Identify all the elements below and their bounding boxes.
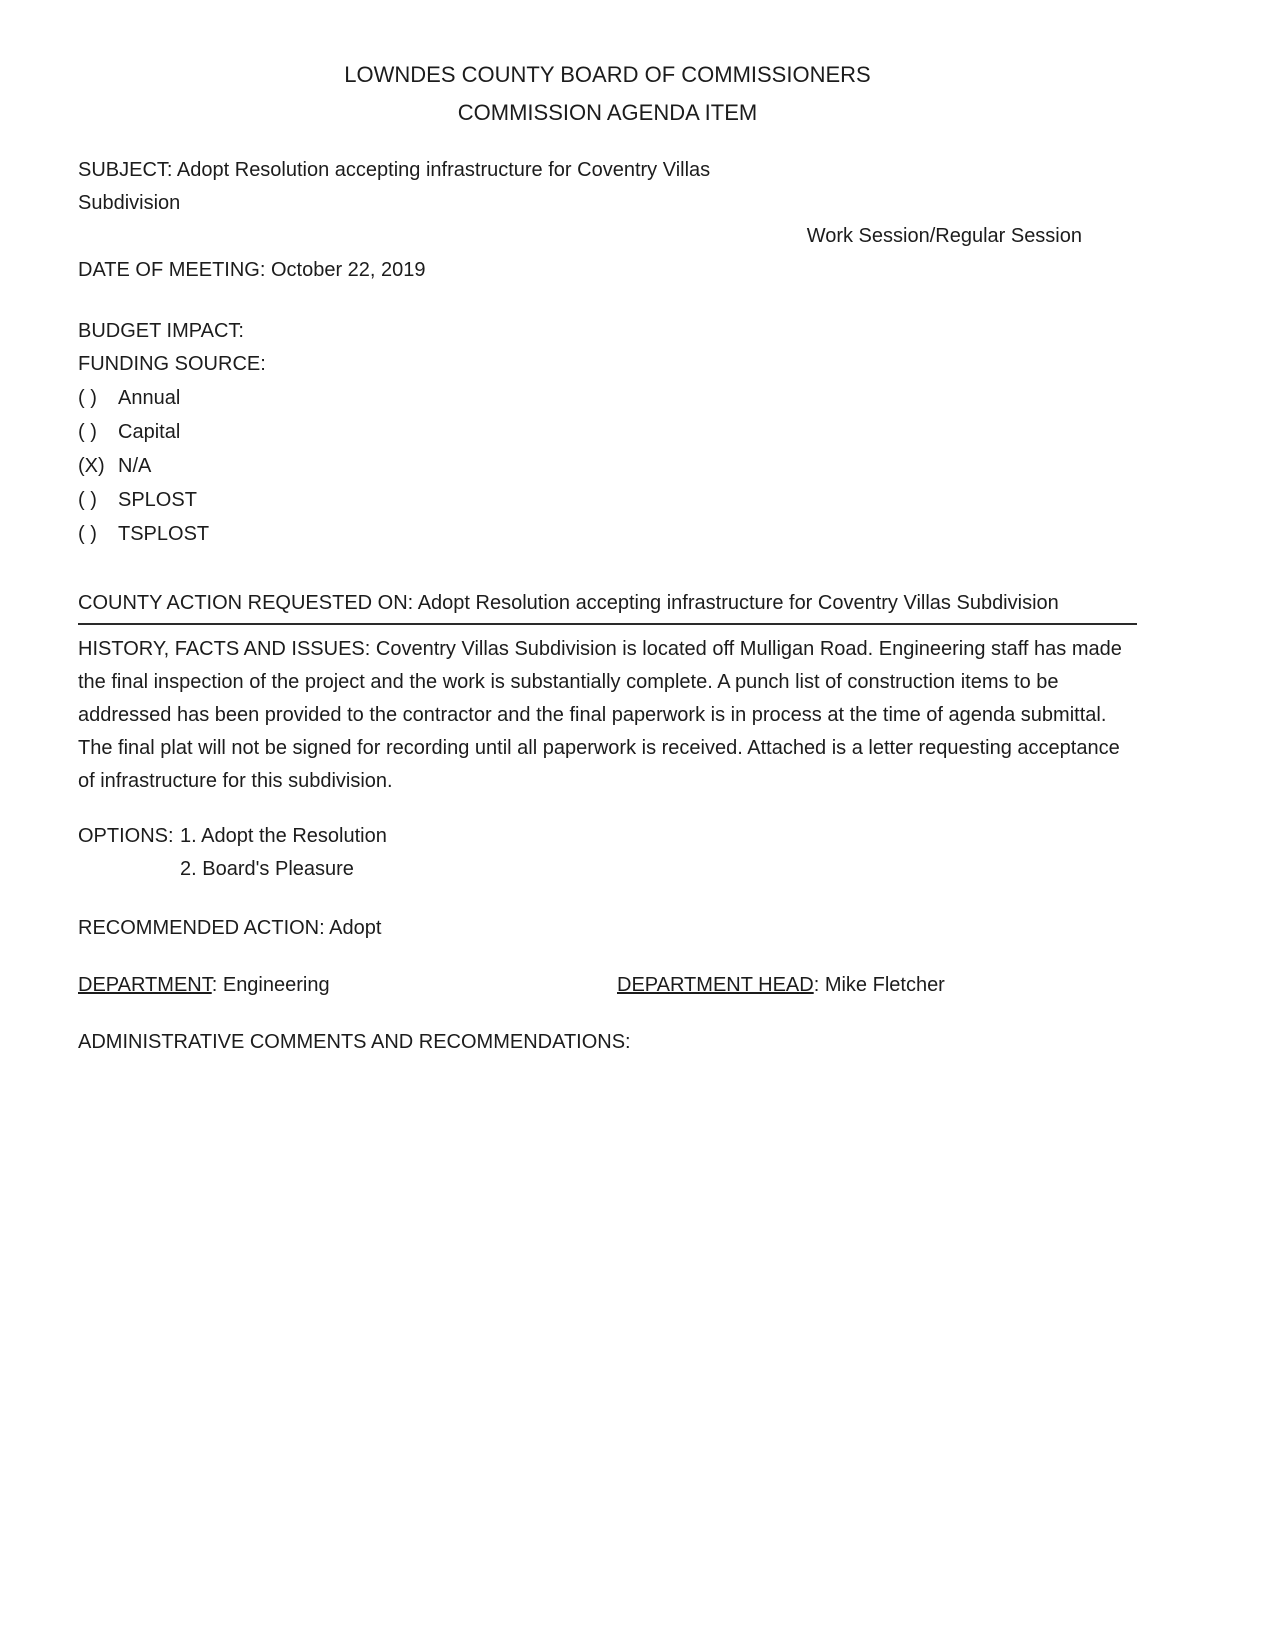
funding-option-label-capital: Capital bbox=[118, 421, 181, 443]
department-value: : Engineering bbox=[211, 974, 330, 996]
options-label: OPTIONS: bbox=[78, 825, 174, 847]
history-label: HISTORY, FACTS AND ISSUES: bbox=[78, 638, 371, 660]
history-text: Coventry Villas Subdivision is located off Mulligan Road. Engineering staff has made the final inspection of the project and the work is substantially complete. A punch list of construction items to be addressed has been provided to the contractor and the final paperwork is in process at the time of agenda submittal. The final plat will not be signed for recording until all paperwork is received. Attached is a letter requesting acceptance of infrastructure for this subdivision. bbox=[78, 638, 1122, 792]
funding-source-list bbox=[78, 381, 1137, 551]
option-1: 1. Adopt the Resolution bbox=[180, 825, 387, 847]
recommended-action-value: Adopt bbox=[329, 917, 382, 939]
department-label: DEPARTMENT bbox=[78, 974, 212, 996]
department-head-line bbox=[617, 969, 945, 1002]
options-list bbox=[180, 820, 387, 886]
title-line-1: LOWNDES COUNTY BOARD OF COMMISSIONERS bbox=[344, 62, 871, 87]
title-line-2: COMMISSION AGENDA ITEM bbox=[457, 100, 758, 125]
recommended-action-label: RECOMMENDED ACTION: bbox=[78, 917, 325, 939]
document-title bbox=[78, 56, 1137, 132]
funding-option-capital bbox=[78, 415, 1137, 449]
checkbox-mark-tsplost: ( ) bbox=[78, 523, 97, 545]
county-action-label: COUNTY ACTION REQUESTED ON: bbox=[78, 592, 414, 614]
funding-option-splost bbox=[78, 483, 1137, 517]
funding-source-label: FUNDING SOURCE: bbox=[78, 353, 266, 375]
checkbox-mark-splost: ( ) bbox=[78, 489, 97, 511]
department-head-label: DEPARTMENT HEAD bbox=[617, 974, 814, 996]
department-head-value: : Mike Fletcher bbox=[813, 974, 945, 996]
subject-label: SUBJECT: bbox=[78, 159, 173, 181]
department-row bbox=[78, 969, 1137, 1002]
subject-line bbox=[78, 154, 778, 220]
option-2: 2. Board's Pleasure bbox=[180, 858, 354, 880]
funding-option-label-tsplost: TSPLOST bbox=[118, 523, 210, 545]
department-line bbox=[78, 969, 617, 1002]
session-type: Work Session/Regular Session bbox=[806, 225, 1082, 247]
county-action-text: Adopt Resolution accepting infrastructure for Coventry Villas Subdivision bbox=[417, 592, 1059, 614]
admin-comments-label: ADMINISTRATIVE COMMENTS AND RECOMMENDATIONS: bbox=[78, 1031, 631, 1053]
checkbox-mark-annual: ( ) bbox=[78, 387, 97, 409]
history-facts-issues bbox=[78, 633, 1137, 798]
recommended-action-line bbox=[78, 912, 1137, 945]
options-section bbox=[78, 820, 1137, 886]
county-action-line bbox=[78, 587, 1137, 625]
date-of-meeting-line bbox=[78, 254, 1137, 287]
checkbox-mark-capital: ( ) bbox=[78, 421, 97, 443]
funding-option-annual bbox=[78, 381, 1137, 415]
funding-option-label-annual: Annual bbox=[118, 387, 181, 409]
subject-text: Adopt Resolution accepting infrastructure for Coventry Villas Subdivision bbox=[78, 159, 711, 214]
budget-impact-label: BUDGET IMPACT: bbox=[78, 320, 244, 342]
funding-option-tsplost bbox=[78, 517, 1137, 551]
funding-option-label-splost: SPLOST bbox=[118, 489, 197, 511]
funding-option-na bbox=[78, 449, 1137, 483]
date-of-meeting-value: October 22, 2019 bbox=[270, 259, 426, 281]
checkbox-mark-na: (X) bbox=[78, 455, 105, 477]
funding-option-label-na: N/A bbox=[118, 455, 152, 477]
date-of-meeting-label: DATE OF MEETING: bbox=[78, 259, 266, 281]
